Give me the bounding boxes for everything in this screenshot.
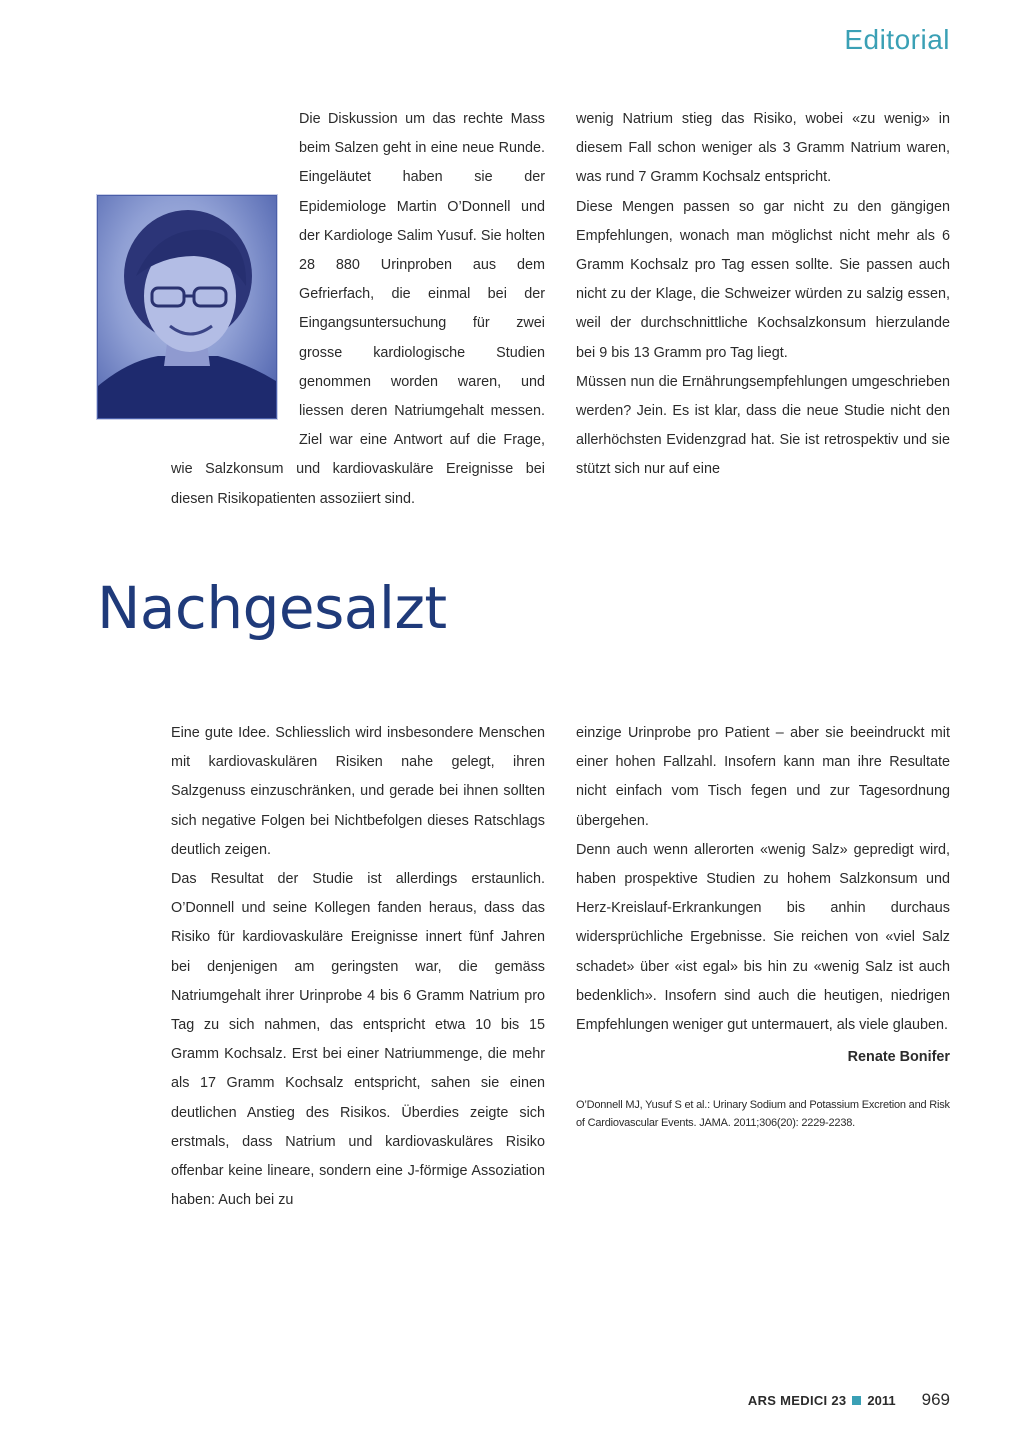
journal-issue: ARS MEDICI 23 — [747, 1393, 847, 1408]
column-4 — [576, 719, 950, 1132]
paragraph: Das Resultat der Studie ist allerdings erstaunlich. O’Donnell und seine Kollegen fanden heraus, dass das Risiko für kardiovaskuläre Ereignisse innert fünf Jahren bei denjenigen am geringsten war, die gemäss Natriumgehalt ihrer Urinprobe 4 bis 6 Gramm Natrium pro Tag zu sich nahmen, das entspricht etwa 10 bis 15 Gramm Kochsalz. Erst bei einer Natriummenge, die mehr als 17 Gramm Kochsalz entspricht, sahen sie einen deutlichen Anstieg des Risikos. Überdies zeigte sich erstmals, dass Natrium und kardiovaskuläres Risiko offenbar keine lineare, sondern eine J-förmige Assoziation haben: Auch bei zu — [171, 871, 545, 1209]
paragraph: wenig Natrium stieg das Risiko, wobei «zu wenig» in diesem Fall schon weniger als 3 Gramm Natrium waren, was rund 7 Gramm Kochsalz entspricht. — [576, 111, 950, 186]
paragraph-text: Die Diskussion um das rechte Mass beim Salzen geht in eine neue Runde. Eingeläutet haben sie der Epidemiologe Martin O’Donnell und der Kardiologe Salim Yusuf. Sie holten 28 880 Urinproben aus dem Gefrierfach, die einmal bei der Eingangsuntersuchung für zwei grosse kardiologische Studien genommen worden waren, und liessen deren Natriumgehalt messen. Ziel war eine Antwort auf die Frage, wie Salzkonsum und kardiovaskuläre Ereignisse bei diesen Risikopatienten assoziiert sind. — [171, 111, 545, 507]
square-icon — [852, 1396, 861, 1405]
paragraph: Eine gute Idee. Schliesslich wird insbesondere Menschen mit kardiovaskulären Risiken nahe gelegt, ihren Salzgenuss einzuschränken, und gerade bei ihnen sollten sich negative Folgen bei Nichtbefolgen dieses Ratschlags deutlich zeigen. — [171, 725, 545, 858]
paragraph: Müssen nun die Ernährungsempfehlungen umgeschrieben werden? Jein. Es ist klar, dass die neue Studie nicht den allerhöchsten Evidenzgrad hat. Sie ist retrospektiv und sie stützt sich nur auf eine — [576, 373, 950, 478]
author-name: Renate Bonifer — [847, 1049, 950, 1066]
journal-year: 2011 — [867, 1393, 896, 1408]
paragraph: Diese Mengen passen so gar nicht zu den gängigen Empfehlungen, wonach man möglichst nicht mehr als 6 Gramm Kochsalz pro Tag essen sollte. Sie passen auch nicht zu der Klage, die Schweizer würden zu salzig essen, weil der durchschnittliche Kochsalzkonsum hierzulande bei 9 bis 13 Gramm pro Tag liegt. — [576, 198, 950, 361]
photo-spacer — [171, 163, 299, 455]
column-1 — [171, 105, 545, 514]
column-3 — [171, 719, 545, 1215]
column-2 — [576, 105, 950, 485]
paragraph: einzige Urinprobe pro Patient – aber sie beeindruckt mit einer hohen Fallzahl. Insofern kann man ihre Resultate nicht einfach vom Tisch fegen und zur Tagesordnung übergehen. — [576, 725, 950, 829]
page-number: 969 — [921, 1390, 950, 1409]
reference: O’Donnell MJ, Yusuf S et al.: Urinary Sodium and Potassium Excretion and Risk of Cardiovascular Events. JAMA. 2011;306(20): 2229-2238. — [576, 1099, 950, 1130]
article-title: Nachgesalzt — [97, 574, 447, 642]
paragraph: Denn auch wenn allerorten «wenig Salz» gepredigt wird, haben prospektive Studien zu hohem Salzkonsum und Herz-Kreislauf-Erkrankungen bis anhin durchaus widersprüchliche Ergebnisse. Sie reichen von «viel Salz schadet» über «ist egal» bis hin zu «wenig Salz ist auch bedenklich». Insofern sind auch die heutigen, niedrigen Empfehlungen weniger gut untermauert, als viele glauben. — [576, 841, 950, 1034]
section-label: Editorial — [844, 24, 950, 55]
page-footer — [748, 1390, 950, 1410]
